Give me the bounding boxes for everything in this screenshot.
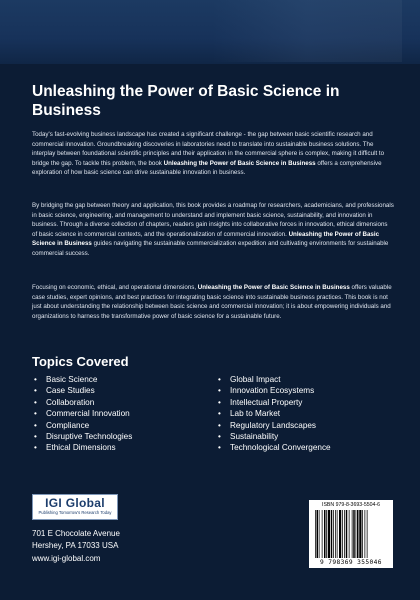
book-title: Unleashing the Power of Basic Science in Business (32, 83, 340, 119)
barcode-bar (339, 510, 341, 558)
barcode-bar (344, 510, 345, 558)
publisher-logo-tagline: Publishing Tomorrow's Research Today (38, 510, 112, 515)
topic-label: Global Impact (230, 375, 281, 384)
barcode-bar (322, 510, 323, 558)
bullet-icon: • (34, 397, 37, 407)
barcode-number: 9 798369 355046 (320, 559, 382, 566)
description-paragraph-1 (32, 130, 394, 178)
topic-item (218, 374, 331, 385)
p3-book-title-bold: Unleashing the Power of Basic Science in Business (197, 284, 350, 291)
bullet-icon: • (218, 409, 221, 419)
barcode-bar (315, 510, 316, 558)
topic-item (34, 431, 132, 442)
publisher-logo-word: IGI Global (45, 496, 105, 510)
barcode-bar (356, 510, 357, 558)
barcode-bar (365, 510, 366, 558)
topic-item (34, 420, 132, 431)
topic-label: Sustainability (230, 432, 279, 442)
barcode-bar (353, 510, 355, 558)
topic-item (34, 397, 132, 408)
topic-item (218, 385, 331, 396)
topic-label: Regulatory Landscapes (230, 420, 317, 430)
topic-label: Commercial Innovation (46, 409, 130, 419)
topics-heading: Topics Covered (32, 354, 129, 369)
bullet-icon: • (34, 420, 37, 430)
bullet-icon: • (34, 409, 37, 419)
description-paragraph-2 (32, 201, 394, 259)
barcode-bar (357, 510, 359, 558)
p1-text-after: offers a comprehensive exploration of how basic science can drive sustainable innovation in business. (32, 159, 382, 177)
barcode-bar (349, 510, 350, 558)
barcode-bar (333, 510, 334, 558)
barcode-bars (315, 510, 387, 558)
topics-list-left (34, 374, 132, 454)
topic-item (34, 442, 132, 453)
topic-label: Innovation Ecosystems (230, 386, 315, 396)
publisher-logo (32, 494, 118, 520)
barcode-bar (352, 510, 353, 558)
bullet-icon: • (34, 432, 37, 442)
barcode-bar (324, 510, 326, 558)
p3-text-before: Focusing on economic, ethical, and operational dimensions, (32, 284, 198, 291)
barcode-bar (326, 510, 327, 558)
p1-text-before: Today's fast-evolving business landscape has created a significant challenge - the gap between basic scientific research and commercial innovation. Groundbreaking discoveries in laboratories need to translate into sustainable business solutions. The interplay between foundational scientific principles and their application in the commercial sphere is complex, making it difficult to bridge the gap. To tackle this problem, the book (32, 131, 385, 167)
top-band-shading (212, 0, 402, 62)
bullet-icon: • (218, 375, 221, 384)
barcode-bar (342, 510, 343, 558)
bullet-icon: • (218, 443, 221, 453)
topic-label: Lab to Market (230, 409, 281, 419)
topic-label: Basic Science (46, 375, 98, 384)
topic-label: Compliance (46, 420, 90, 430)
barcode-bar (359, 510, 361, 558)
topic-item (218, 408, 331, 419)
barcode-bar (317, 510, 319, 558)
address-line-2: Hershey, PA 17033 USA (32, 541, 119, 551)
barcode-bar (331, 510, 333, 558)
barcode-bar (362, 510, 363, 558)
publisher-website: www.igi-global.com (32, 553, 101, 563)
topic-item (34, 408, 132, 419)
bullet-icon: • (218, 420, 221, 430)
p1-book-title-bold: Unleashing the Power of Basic Science in Business (163, 159, 316, 167)
topic-item (218, 397, 331, 408)
p3-text-after: offers valuable case studies, expert opinions, and best practices for integrating basic science into sustainable business practices. This book is not just about understanding the relationship between basic science and commercial innovation; it is about empowering individuals and organizations to harness the transformative power of basic science for a sustainable future. (32, 284, 392, 320)
topic-label: Disruptive Technologies (46, 432, 133, 442)
address-line-1: 701 E Chocolate Avenue (32, 529, 120, 538)
publisher-address (32, 528, 120, 565)
p2-text-after: guides navigating the sustainable commercialization expedition and cultivating environments for sustainable commercial success. (32, 240, 389, 257)
topic-label: Technological Convergence (230, 443, 331, 453)
barcode-bar (337, 510, 338, 558)
barcode-bar (319, 510, 320, 558)
isbn-label: ISBN 979-8-3693-5504-6 (322, 502, 380, 508)
bullet-icon: • (34, 443, 37, 453)
topic-item (34, 385, 132, 396)
description-paragraph-3 (32, 283, 394, 321)
topic-item (218, 420, 331, 431)
bullet-icon: • (218, 432, 221, 442)
topics-list-right (218, 374, 331, 454)
topic-item (218, 442, 331, 453)
barcode-bar (367, 510, 368, 558)
topic-label: Case Studies (46, 386, 95, 396)
bullet-icon: • (34, 386, 37, 396)
topic-item (218, 431, 331, 442)
barcode-bar (328, 510, 330, 558)
bullet-icon: • (34, 375, 37, 384)
isbn-barcode (309, 500, 393, 568)
topic-label: Ethical Dimensions (46, 443, 116, 453)
topic-label: Collaboration (46, 397, 95, 407)
barcode-bar (346, 510, 348, 558)
bullet-icon: • (218, 386, 221, 396)
topic-label: Intellectual Property (230, 397, 303, 407)
top-color-band (0, 0, 420, 64)
topic-item (34, 374, 132, 385)
barcode-bar (335, 510, 336, 558)
p2-book-title-bold: Unleashing the Power of Basic Science in Business (32, 230, 380, 248)
p2-text-before: By bridging the gap between theory and application, this book provides a roadmap for researchers, academicians, and professionals in basic science, engineering, and management to understand and implement basic science, sustainability, and innovation in business. Through a diverse collection of chapters, readers gain insights into collaborative forces in innovation, ethical dimensions of basic science in commercial contexts, and the operationalization of commercial innovation. (32, 202, 394, 238)
bullet-icon: • (218, 397, 221, 407)
